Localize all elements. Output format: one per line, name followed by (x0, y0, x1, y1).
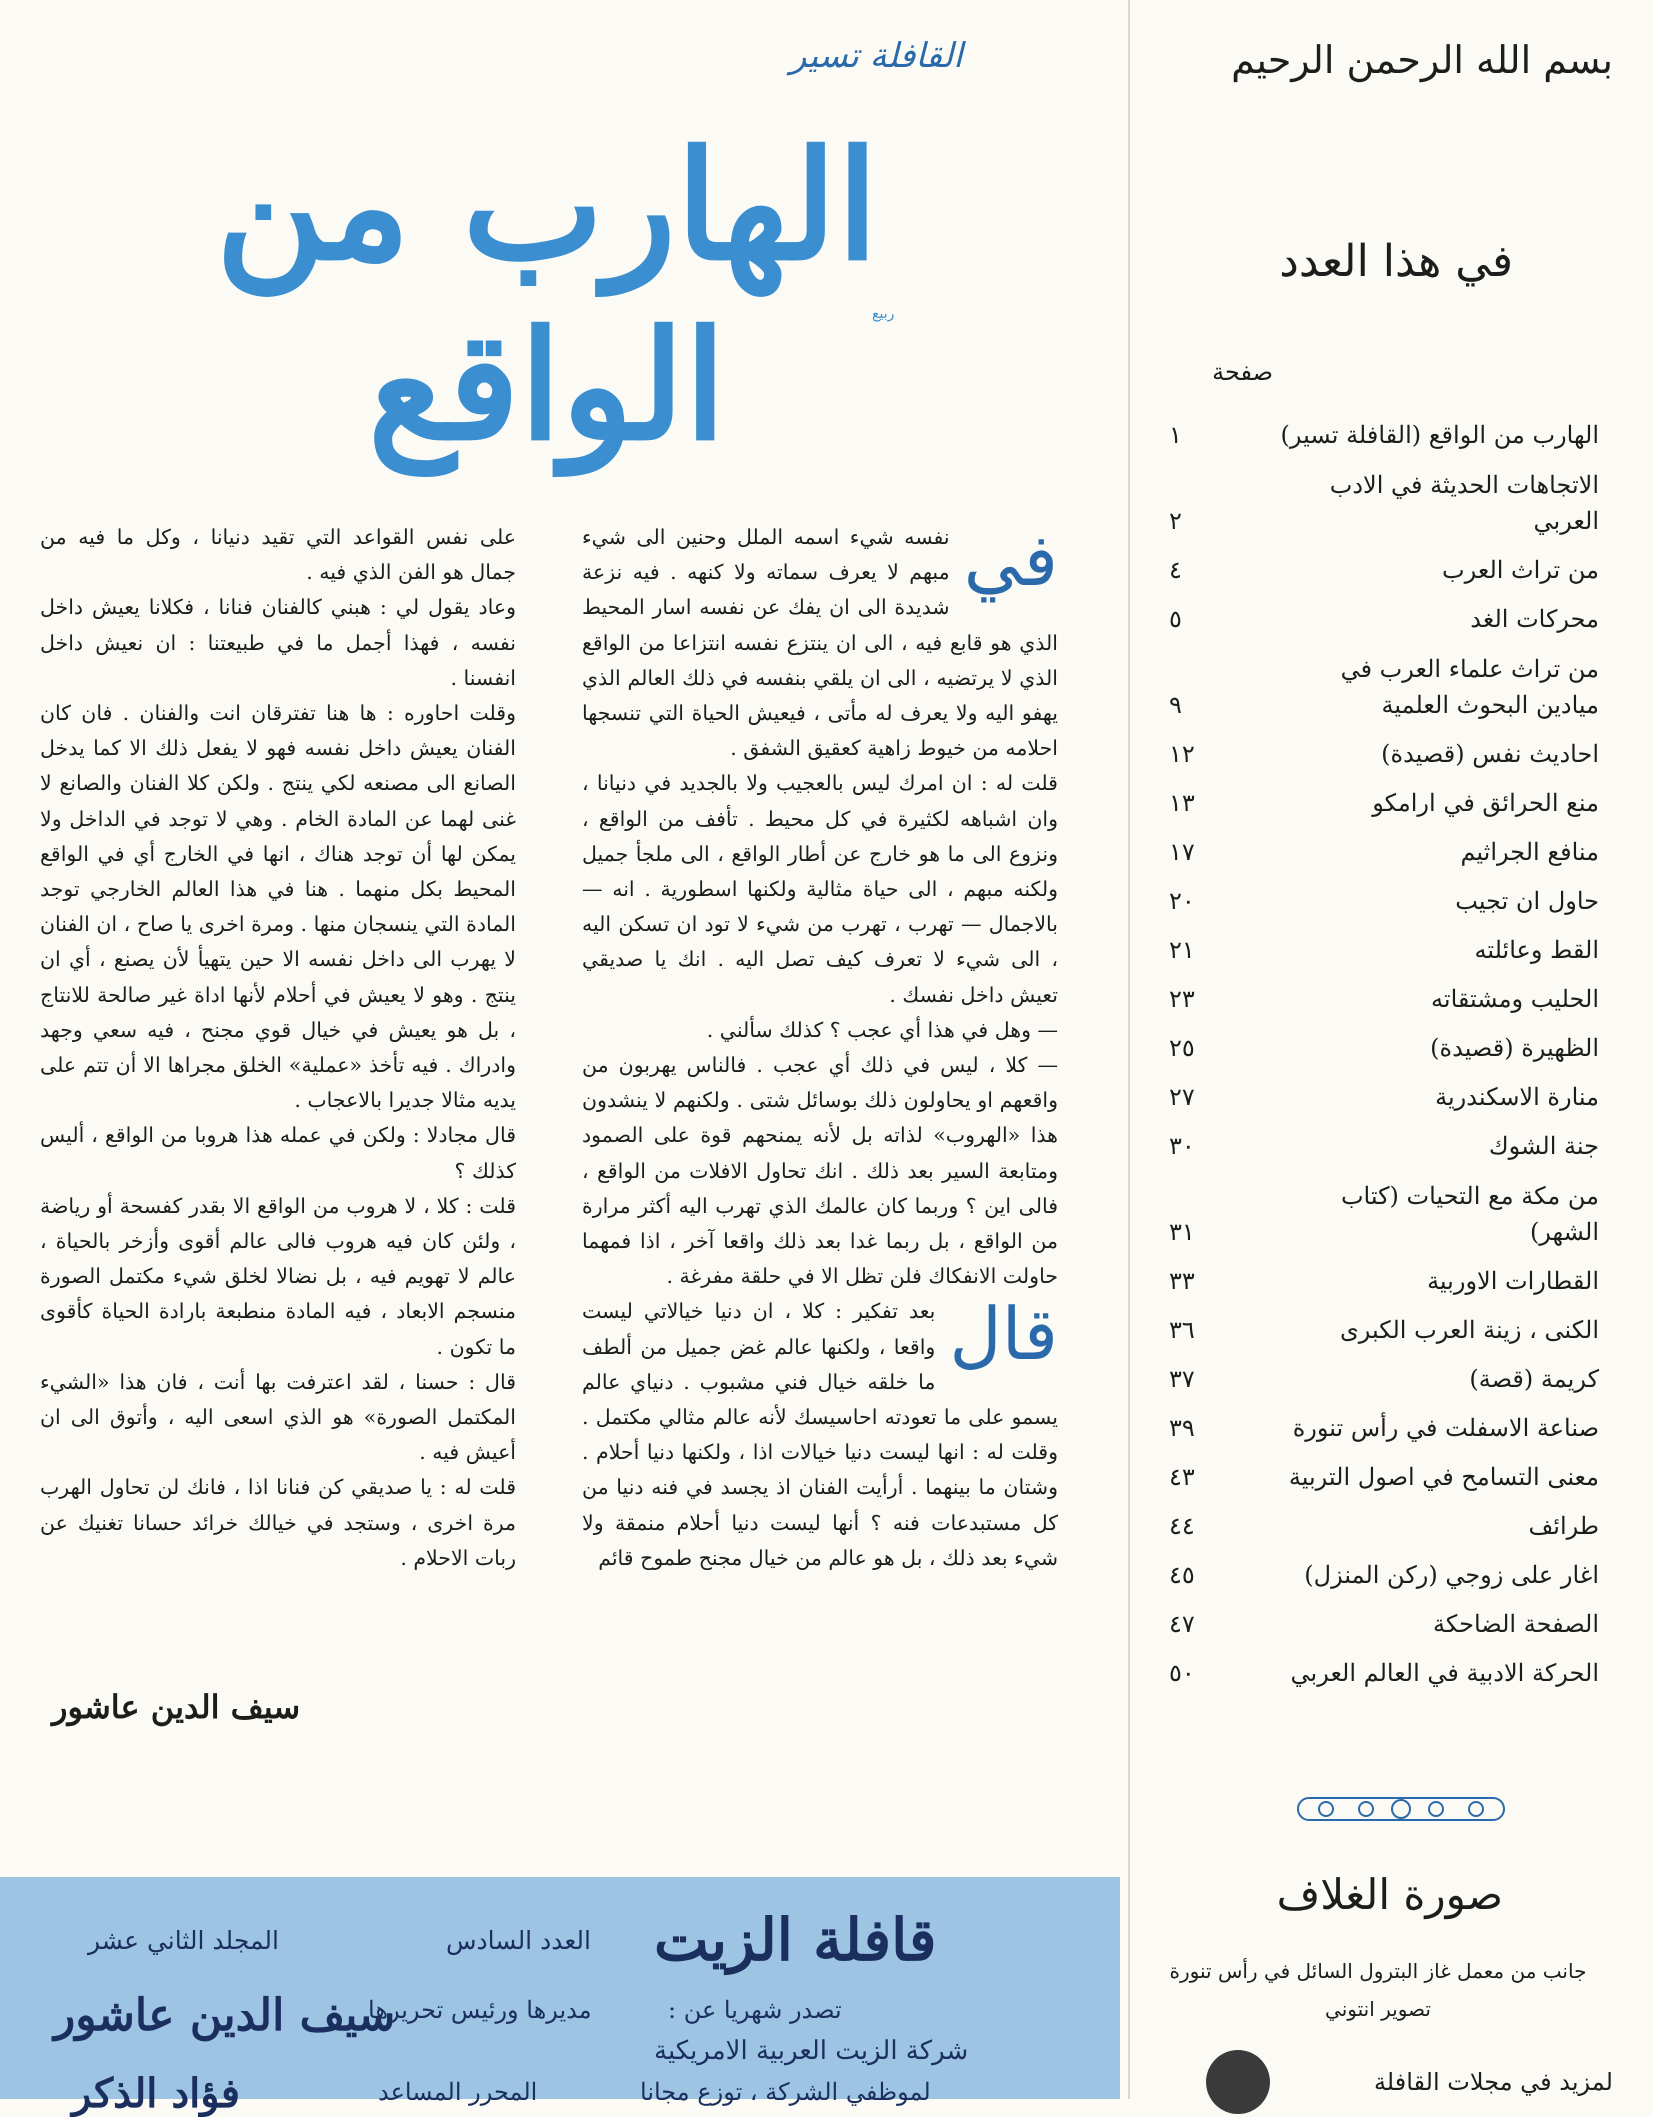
toc-row (1159, 539, 1599, 588)
toc-row (1159, 870, 1599, 919)
toc-row (1159, 1250, 1599, 1299)
article-paragraph (40, 1189, 516, 1365)
article-column-left (40, 520, 516, 1576)
volume-number: المجلد الثاني عشر (88, 1926, 279, 1955)
basmala: بسم الله الرحمن الرحيم (1231, 38, 1613, 82)
toc-page-number: ٣١ (1169, 1218, 1195, 1246)
toc-page-number: ٥٠ (1169, 1659, 1195, 1687)
toc-title: معنى التسامح في اصول التربية (1288, 1463, 1599, 1491)
toc-page-number: ٣٣ (1169, 1267, 1195, 1295)
toc-row (1159, 1115, 1599, 1164)
toc-page-number: ٣٦ (1169, 1316, 1195, 1344)
article-paragraph (582, 1294, 1058, 1576)
toc-page-number: ٢٥ (1169, 1034, 1195, 1062)
paragraph-text: قلت له : ان امرك ليس بالعجيب ولا بالجديد في دنيانا ، وان اشباهه لكثيرة في كل محيط . تأفف من الواقع ، ونزوع الى ما هو خارج عن أطار الواقع ، الى ملجأ جميل ولكنه مبهم ، الى حياة مثالية ولكنها اسطورية . انه — بالاجمال — تهرب ، تهرب من شيء لا تود ان تسكن اليه ، الى شيء لا تعرف كيف تصل اليه . انك يا صديقي تعيش داخل نفسك . (582, 771, 1058, 1007)
toc-title: منع الحرائق في ارامكو (1372, 789, 1599, 817)
toc-title: من مكة مع التحيات (كتاب الشهر) (1340, 1182, 1599, 1246)
article-paragraph (40, 1118, 516, 1188)
toc-row (1159, 968, 1599, 1017)
toc-row (1159, 1164, 1599, 1250)
toc-title: الكنى ، زينة العرب الكبرى (1339, 1316, 1599, 1344)
footer-text: لمزيد في مجلات القافلة (1373, 2068, 1613, 2096)
toc-title: القط وعائلته (1474, 936, 1599, 964)
toc-page-number: ١٧ (1169, 838, 1195, 866)
toc-title: الحركة الادبية في العالم العربي (1290, 1659, 1599, 1687)
toc-page-number: ٤٤ (1169, 1512, 1195, 1540)
cover-heading: صورة الغلاف (1276, 1870, 1503, 1919)
article-title: الهارب من الواقع (215, 118, 879, 474)
cover-caption (1143, 1952, 1613, 2028)
toc-title: حاول ان تجيب (1455, 887, 1599, 915)
paragraph-text: قلت له : يا صديقي كن فنانا اذا ، فانك لن تحاول الهرب مرة اخرى ، وستجد في خيالك خرائد حسانا تغنيك عن ربات الاحلام . (40, 1475, 516, 1570)
drop-cap: في (963, 518, 1058, 602)
toc-row (1159, 1299, 1599, 1348)
issue-number: العدد السادس (446, 1926, 591, 1955)
toc-page-number: ٣٧ (1169, 1365, 1195, 1393)
article-paragraph (582, 766, 1058, 1012)
publisher-name: شركة الزيت العربية الامريكية (654, 2036, 969, 2066)
paragraph-text: بعد تفكير : كلا ، ان دنيا خيالاتي ليست واقعا ، ولكنها عالم غض جميل من ألطف ما خلقه خيال فني مشبوب . دنياي عالم يسمو على ما تعودته احاسيسك لأنه عالم مثالي مكتمل . وقلت له : انها ليست دنيا خيالات اذا ، ولكنها دنيا أحلام . وشتان ما بينهما . أرأيت الفنان اذ يجسد في فنه دنيا من كل مستبدعات فنه ؟ أنها ليست دنيا أحلام منمقة ولا شيء بعد ذلك ، بل هو عالم من خيال مجنح طموح قائم (582, 1299, 1058, 1570)
toc-row (1159, 1066, 1599, 1115)
toc-row (1159, 1348, 1599, 1397)
toc-page-number: ١ (1169, 421, 1182, 449)
toc-title: الاتجاهات الحديثة في الادب العربي (1329, 471, 1599, 535)
toc-page-number: ٢٧ (1169, 1083, 1195, 1111)
toc-page-number: ٤٧ (1169, 1610, 1195, 1638)
toc-page-number: ٢٠ (1169, 887, 1195, 915)
assistant-role: المحرر المساعد (378, 2078, 538, 2106)
stamp-icon (1206, 2050, 1270, 2114)
drop-cap: قال (949, 1292, 1058, 1377)
toc-page-number: ١٣ (1169, 789, 1195, 817)
toc-page-number: ٣٩ (1169, 1414, 1195, 1442)
toc-row (1159, 453, 1599, 539)
publisher-line: تصدر شهريا عن : (668, 1996, 842, 2024)
toc-row (1159, 1544, 1599, 1593)
toc-page-number: ٢ (1169, 507, 1182, 535)
assistant-name: فؤاد الذكر (72, 2070, 241, 2117)
article-paragraph (582, 520, 1058, 766)
toc-page-number: ٢٣ (1169, 985, 1195, 1013)
toc-title: اغار على زوجي (ركن المنزل) (1304, 1561, 1599, 1589)
toc-title: كريمة (قصة) (1469, 1365, 1599, 1393)
toc-page-number: ٤ (1169, 556, 1182, 584)
toc-title: من تراث علماء العرب في ميادين البحوث العلمية (1340, 655, 1599, 719)
toc-title: منارة الاسكندرية (1435, 1083, 1599, 1111)
table-of-contents (1159, 404, 1599, 1691)
toc-title: محركات الغد (1470, 605, 1599, 633)
series-label: القافلة تسير (790, 36, 963, 76)
page-column-label: صفحة (1212, 358, 1273, 386)
toc-row (1159, 1446, 1599, 1495)
toc-title: صناعة الاسفلت في رأس تنورة (1292, 1414, 1599, 1442)
article-paragraph (582, 1048, 1058, 1294)
toc-page-number: ٤٣ (1169, 1463, 1195, 1491)
paragraph-text: قال مجادلا : ولكن في عمله هذا هروبا من الواقع ، أليس كذلك ؟ (40, 1123, 516, 1183)
toc-title: القطارات الاوربية (1427, 1267, 1599, 1295)
author-name: سيف الدين عاشور (52, 1688, 301, 1726)
toc-title: الصفحة الضاحكة (1433, 1610, 1599, 1638)
artist-signature: ربيع (872, 306, 895, 322)
article-paragraph (40, 1365, 516, 1471)
toc-row (1159, 1593, 1599, 1642)
toc-row (1159, 404, 1599, 453)
toc-row (1159, 772, 1599, 821)
ornament-icon (1296, 1792, 1506, 1826)
paragraph-text: — كلا ، ليس في ذلك أي عجب . فالناس يهربون من واقعهم او يحاولون ذلك بوسائل شتى . ولكنهم لا ينشدون هذا «الهروب» لذاته بل لأنه يمنحهم قوة على الصمود ومتابعة السير بعد ذلك . انك تحاول الافلات من الواقع ، فالى اين ؟ وربما كان عالمك الذي تهرب اليه أكثر مرارة من الواقع ، بل ربما غدا بعد ذلك واقعا آخر ، اذا فمهما حاولت الانفكاك فلن تظل الا في حلقة مفرغة . (582, 1053, 1058, 1289)
column-divider (1128, 0, 1130, 2099)
toc-row (1159, 723, 1599, 772)
paragraph-text: — وهل في هذا أي عجب ؟ كذلك سألني . (706, 1017, 1058, 1042)
toc-row (1159, 588, 1599, 637)
magazine-name: قافلة الزيت (654, 1906, 937, 1974)
toc-title: طرائف (1528, 1512, 1599, 1540)
contents-heading: في هذا العدد (1279, 236, 1513, 287)
paragraph-text: قلت : كلا ، لا هروب من الواقع الا بقدر كفسحة أو رياضة ، ولئن كان فيه هروب فالى عالم أقوى وأزخر بالحياة ، عالم لا تهويم فيه ، بل نضالا لخلق شيء مكتمل الصورة منسجم الابعاد ، فيه المادة منطبعة بارادة الحياة كأقوى ما تكون . (40, 1193, 516, 1359)
toc-row (1159, 1017, 1599, 1066)
toc-title: الحليب ومشتقاته (1431, 985, 1599, 1013)
paragraph-text: قال : حسنا ، لقد اعترفت بها أنت ، فان هذا «الشيء المكتمل الصورة» هو الذي اسعى اليه ، وأتوق الى ان أعيش فيه . (40, 1369, 516, 1465)
toc-page-number: ٤٥ (1169, 1561, 1195, 1589)
paragraph-text: وقلت احاوره : ها هنا تفترقان انت والفنان . فان كان الفنان يعيش داخل نفسه فهو لا يفعل ذلك الا كما يدخل الصانع الى مصنعه لكي ينتج . ولكن كلا الفنان والصانع لا غنى لهما عن المادة الخام . وهي لا توجد في الداخل ولا يمكن لها أن توجد هناك ، انها في الخارج أي في الواقع المحيط بكل منهما . هنا في هذا العالم الخارجي توجد المادة التي ينسجان منها . ومرة اخرى يا صاح ، ان الفنان لا يهرب الى داخل نفسه الا حين يتهيأ لأن يصنع ، أي ان ينتج . وهو لا يعيش في أحلام لأنها اداة غير صالحة للانتاج ، بل هو يعيش في خيال قوي مجنح ، فيه سعي وجهد وادراك . فيه تأخذ «عملية» الخلق مجراها الا أن تتم على يديه مثالا جديرا بالاعجاب . (40, 701, 516, 1113)
toc-row (1159, 1397, 1599, 1446)
toc-row (1159, 821, 1599, 870)
toc-page-number: ٣٠ (1169, 1132, 1195, 1160)
toc-title: الهارب من الواقع (القافلة تسير) (1280, 421, 1599, 449)
editor-role: مديرها ورئيس تحريرها (368, 1996, 592, 2024)
toc-page-number: ١٢ (1169, 740, 1195, 768)
editor-name: سيف الدين عاشور (54, 1990, 396, 2041)
article-paragraph (40, 1470, 516, 1576)
article-paragraph (40, 590, 516, 696)
toc-page-number: ٩ (1169, 691, 1182, 719)
paragraph-text: على نفس القواعد التي تقيد دنيانا ، وكل ما فيه من جمال هو الفن الذي فيه . (40, 525, 516, 585)
toc-row (1159, 1642, 1599, 1691)
toc-title: جنة الشوك (1488, 1132, 1599, 1160)
cover-credit: تصوير انتوني (1325, 1997, 1431, 2021)
toc-title: الظهيرة (قصيدة) (1430, 1034, 1599, 1062)
toc-title: احاديث نفس (قصيدة) (1381, 740, 1599, 768)
article-paragraph (582, 1013, 1058, 1048)
article-paragraph (40, 520, 516, 590)
distribution-note: لموظفي الشركة ، توزع مجانا (640, 2078, 931, 2106)
article-paragraph (40, 696, 516, 1118)
paragraph-text: وعاد يقول لي : هبني كالفنان فنانا ، فكلانا يعيش داخل نفسه ، فهذا أجمل ما في طبيعتنا : ان نعيش داخل انفسنا . (40, 595, 516, 690)
toc-page-number: ٥ (1169, 605, 1182, 633)
article-column-right (582, 520, 1058, 1576)
cover-caption-line: جانب من معمل غاز البترول السائل في رأس تنورة (1169, 1959, 1587, 1983)
toc-row (1159, 637, 1599, 723)
toc-page-number: ٢١ (1169, 936, 1195, 964)
toc-title: من تراث العرب (1442, 556, 1599, 584)
toc-row (1159, 1495, 1599, 1544)
toc-title: منافع الجراثيم (1460, 838, 1599, 866)
paragraph-text: نفسه شيء اسمه الملل وحنين الى شيء مبهم لا يعرف سماته ولا كنهه . فيه نزعة شديدة الى ان يفك عن نفسه اسار المحيط الذي هو قابع فيه ، الى ان ينتزع نفسه انتزاعا من الواقع الذي لا يرتضيه ، الى ان يلقي بنفسه في ذلك العالم الذي يهفو اليه ولا يعرف له مأتى ، فيعيش الحياة التي تنسجها احلامه من خيوط زاهية كعقيق الشفق . (582, 525, 1058, 761)
toc-row (1159, 919, 1599, 968)
